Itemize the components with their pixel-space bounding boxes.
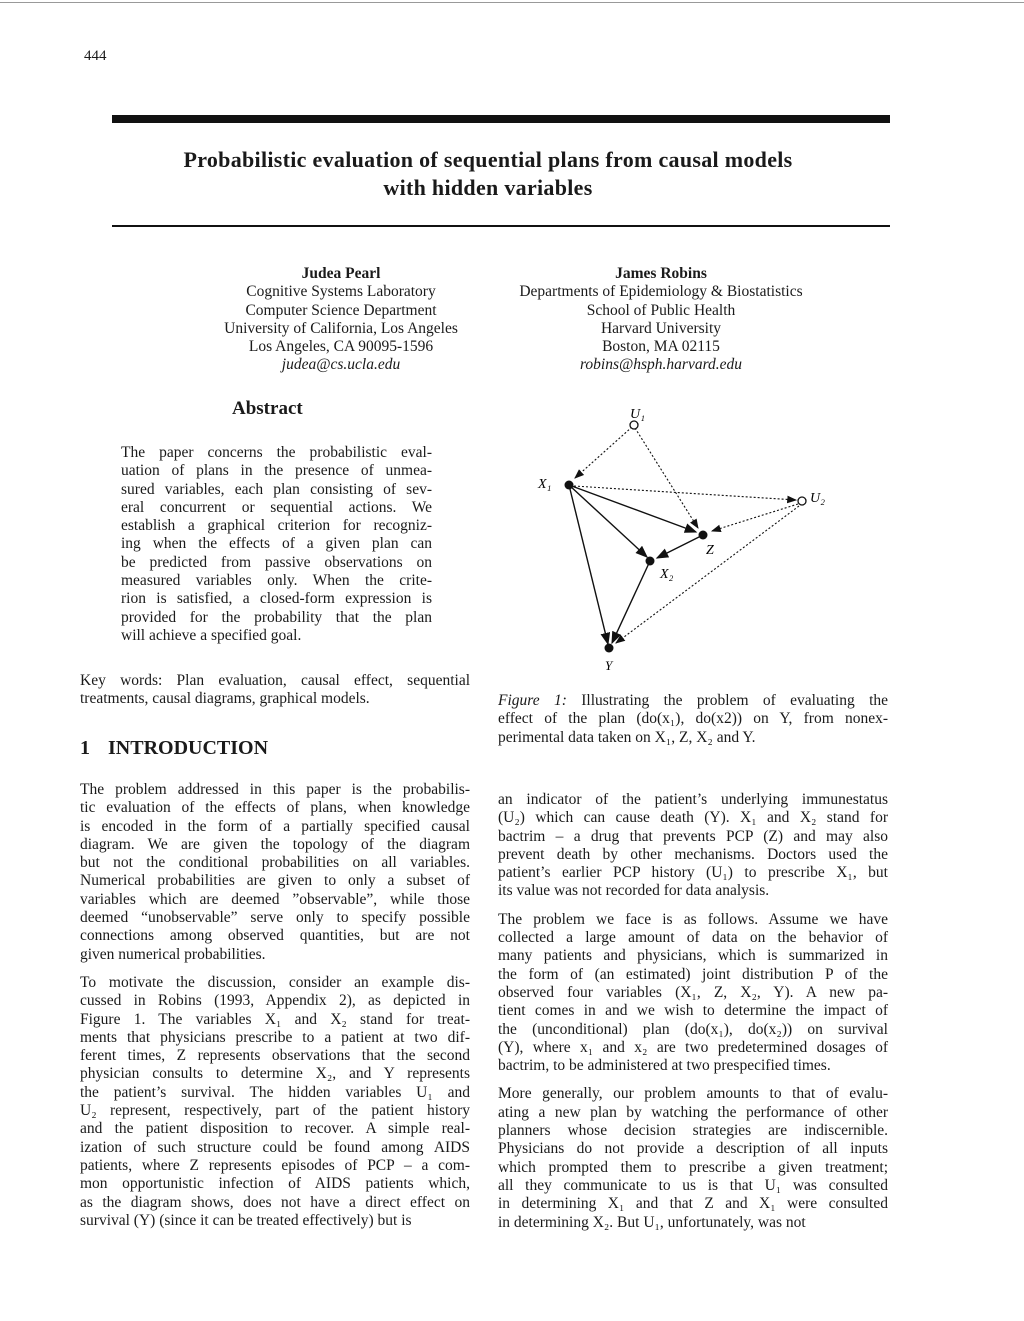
- text-line: rion is satisfied, a closed-form expression is: [121, 590, 432, 608]
- node-u1: [630, 421, 638, 429]
- text-line: perimental data taken on X₁, Z, X₂ and Y.: [498, 728, 756, 746]
- title-line: Probabilistic evaluation of sequential plans from causal models: [183, 147, 793, 172]
- edge-x1-u2: [574, 486, 796, 500]
- paragraph: [498, 1085, 888, 1231]
- text-line: in determining X₁ and that Z and X₁ were consulted: [498, 1195, 888, 1213]
- text-line: as the diagram shows, does not have a direct effect on: [80, 1193, 470, 1211]
- label-x1: X₁: [538, 477, 552, 492]
- text-line: To motivate the discussion, consider an example dis-: [80, 973, 470, 991]
- text-line: an indicator of the patient’s underlying immunestatus: [498, 791, 888, 808]
- text-line: Figure 1: Illustrating the problem of evaluating the: [498, 692, 888, 709]
- text-line: many patients and physicians, which is summarized in: [498, 947, 888, 965]
- label-y: Y: [605, 658, 613, 673]
- affiliation-line: Los Angeles, CA 90095-1596: [248, 338, 434, 356]
- section-heading: [80, 737, 286, 760]
- text-line: and the patient disposition to recover. A simple real-: [80, 1120, 470, 1138]
- text-line: be predicted from passive observations on: [121, 553, 432, 571]
- label-z: Z: [706, 543, 714, 558]
- text-line: U₂ represent, respectively, part of the patient history: [80, 1102, 470, 1120]
- section-title: INTRODUCTION: [108, 737, 269, 759]
- text-line: tic evaluation of the effects of plans, when knowledge: [80, 799, 470, 817]
- label-x2: X₂: [660, 567, 674, 582]
- title-rule: [112, 225, 890, 227]
- text-line: bactrim, to be administered at two prespecified times.: [498, 1057, 831, 1075]
- abstract-paragraph: [121, 444, 432, 645]
- text-line: mon opportunistic infection of AIDS patients which,: [80, 1175, 470, 1193]
- text-line: connections among observed quantities, but are not: [80, 927, 470, 945]
- text-line: (U₂) which can cause death (Y). X₁ and X₂ stand for: [498, 809, 888, 827]
- text-line: collected a large amount of data on the behavior of: [498, 929, 888, 947]
- text-line: The problem addressed in this paper is the probabilis-: [80, 781, 470, 798]
- text-line: uation of plans in the presence of unmea-: [121, 462, 432, 480]
- text-line: ferent times, Z represents observations that the second: [80, 1047, 470, 1065]
- text-line: Numerical probabilities are given to only a subset of: [80, 872, 470, 890]
- node-x1: [565, 481, 574, 490]
- label-u2: U₂: [810, 491, 825, 506]
- edge-x2-y: [612, 561, 650, 643]
- text-line: variables which are deemed ”observable”, while those: [80, 890, 470, 908]
- title-line: with hidden variables: [383, 175, 593, 200]
- section-number: 1: [80, 737, 90, 759]
- text-line: cussed in Robins (1993, Appendix 2), as depicted in: [80, 992, 470, 1010]
- text-line: ization of such structure could be found among AIDS: [80, 1138, 470, 1156]
- right-column: [498, 791, 888, 1232]
- text-line: physician consults to determine X₂, and Y represents: [80, 1065, 470, 1083]
- text-line: (Y), where x₁ and x₂ are two predetermined dosages of: [498, 1038, 888, 1056]
- text-line: tient comes in and we wish to determine the impact of: [498, 1002, 888, 1020]
- edge-x1-z: [569, 485, 696, 532]
- text-line: survival (Y) (since it can be treated effectively) but is: [80, 1211, 412, 1229]
- text-line: the form of (an estimated) joint distribution P of the: [498, 965, 888, 983]
- text-line: planners whose decision strategies are indiscernible.: [498, 1122, 888, 1140]
- abstract-body: [121, 444, 432, 645]
- text-line: Key words: Plan evaluation, causal effect, sequential: [80, 672, 470, 689]
- paragraph: [80, 781, 470, 964]
- text-line: but not the conditional probabilities on all variables.: [80, 854, 470, 872]
- text-line: Figure 1. The variables X₁ and X₂ stand for treat-: [80, 1010, 470, 1028]
- affiliation-line: University of California, Los Angeles: [224, 319, 458, 337]
- text-line: given numerical probabilities.: [80, 945, 266, 963]
- text-line: diagram. We are given the topology of the diagram: [80, 835, 470, 853]
- text-line: bactrim – a drug that prevents PCP (Z) and may also: [498, 827, 888, 845]
- text-line: will achieve a specified goal.: [121, 626, 302, 644]
- paragraph: [498, 911, 888, 1076]
- text-line: sured variables, each plan consisting of sev-: [121, 480, 432, 498]
- affiliation-line: Departments of Epidemiology & Biostatistics: [519, 283, 803, 301]
- text-line: which prompted them to prescribe a given treatment;: [498, 1158, 888, 1176]
- text-line: deemed “unobservable” serve only to specify possible: [80, 909, 470, 927]
- node-z: [699, 531, 708, 540]
- affiliation-line: Boston, MA 02115: [602, 338, 720, 356]
- node-u2: [798, 497, 806, 505]
- caption-label: Figure 1:: [498, 692, 582, 709]
- text-line: is encoded in the form of a partially specified causal: [80, 817, 470, 835]
- text-line: all they communicate to us is that U₁ was consulted: [498, 1176, 888, 1194]
- affiliation-line: Computer Science Department: [245, 301, 437, 319]
- edge-x1-y: [569, 485, 608, 644]
- text-line: the (unconditional) plan (do(x₁), do(x₂)) on survival: [498, 1020, 888, 1038]
- author-email: robins@hsph.harvard.edu: [579, 356, 743, 374]
- text-line: effect of the plan (do(x₁), do(x2)) on Y, from nonex-: [498, 710, 888, 728]
- text-line: The problem we face is as follows. Assume we have: [498, 910, 888, 928]
- text-line: its value was not recorded for data analysis.: [498, 882, 770, 900]
- keywords-paragraph: [80, 672, 470, 709]
- text-line: More generally, our problem amounts to that of evalu-: [498, 1085, 888, 1103]
- left-column: [80, 781, 470, 1230]
- node-y: [605, 644, 614, 653]
- text-line: ments that physicians prescribe to a patient at two dif-: [80, 1028, 470, 1046]
- text-line: the patient’s survival. The hidden variables U₁ and: [80, 1083, 470, 1101]
- node-x2: [646, 557, 655, 566]
- edge-u1-x1: [575, 427, 632, 478]
- edge-u2-z: [712, 504, 798, 531]
- text-line: Physicians do not provide a description of all inputs: [498, 1140, 888, 1158]
- text-line: patients, where Z represents episodes of PCP – a com-: [80, 1156, 470, 1174]
- affiliation-line: School of Public Health: [586, 301, 736, 319]
- text-line: measured variables only. When the crite-: [121, 572, 432, 590]
- text-line: establish a graphical criterion for recogniz-: [121, 517, 432, 535]
- author-name: Judea Pearl: [301, 265, 381, 282]
- keywords: [80, 672, 470, 709]
- paper-title: [80, 146, 896, 202]
- paragraph: [498, 791, 888, 901]
- text-line: observed four variables (X₁, Z, X₂, Y). A new pa-: [498, 983, 888, 1001]
- figure-caption: [498, 692, 888, 747]
- text-line: treatments, causal diagrams, graphical models.: [80, 690, 370, 708]
- edge-z-x2: [657, 535, 703, 558]
- text-line: eral concurrent or sequential actions. We: [121, 498, 432, 516]
- label-u1: U₁: [630, 407, 645, 422]
- text-line: provided for the probability that the plan: [121, 608, 432, 626]
- affiliation-line: Cognitive Systems Laboratory: [246, 283, 436, 301]
- abstract-heading: Abstract: [232, 398, 303, 419]
- affiliation-line: Harvard University: [600, 319, 722, 337]
- edge-x1-x2: [569, 485, 647, 557]
- text-line: ating a new plan by watching the performance of other: [498, 1103, 888, 1121]
- text-line: The paper concerns the probabilistic eval-: [121, 444, 432, 461]
- author-robins: [460, 265, 862, 375]
- caption-paragraph: [498, 692, 888, 747]
- page-number: 444: [84, 48, 107, 64]
- title-bar: [112, 115, 890, 123]
- top-border: [0, 2, 1024, 3]
- text-line: ing when the effects of a given plan can: [121, 535, 432, 553]
- text-line: in determining X₂. But U₁, unfortunately, was not: [498, 1213, 806, 1231]
- text-line: prevent death by other mechanisms. Doctors used the: [498, 845, 888, 863]
- paragraph: [80, 974, 470, 1230]
- causal-diagram: [520, 400, 850, 680]
- text-line: patient’s earlier PCP history (U₁) to prescribe X₁, but: [498, 864, 888, 882]
- author-name: James Robins: [615, 265, 707, 282]
- author-email: judea@cs.ucla.edu: [281, 356, 401, 374]
